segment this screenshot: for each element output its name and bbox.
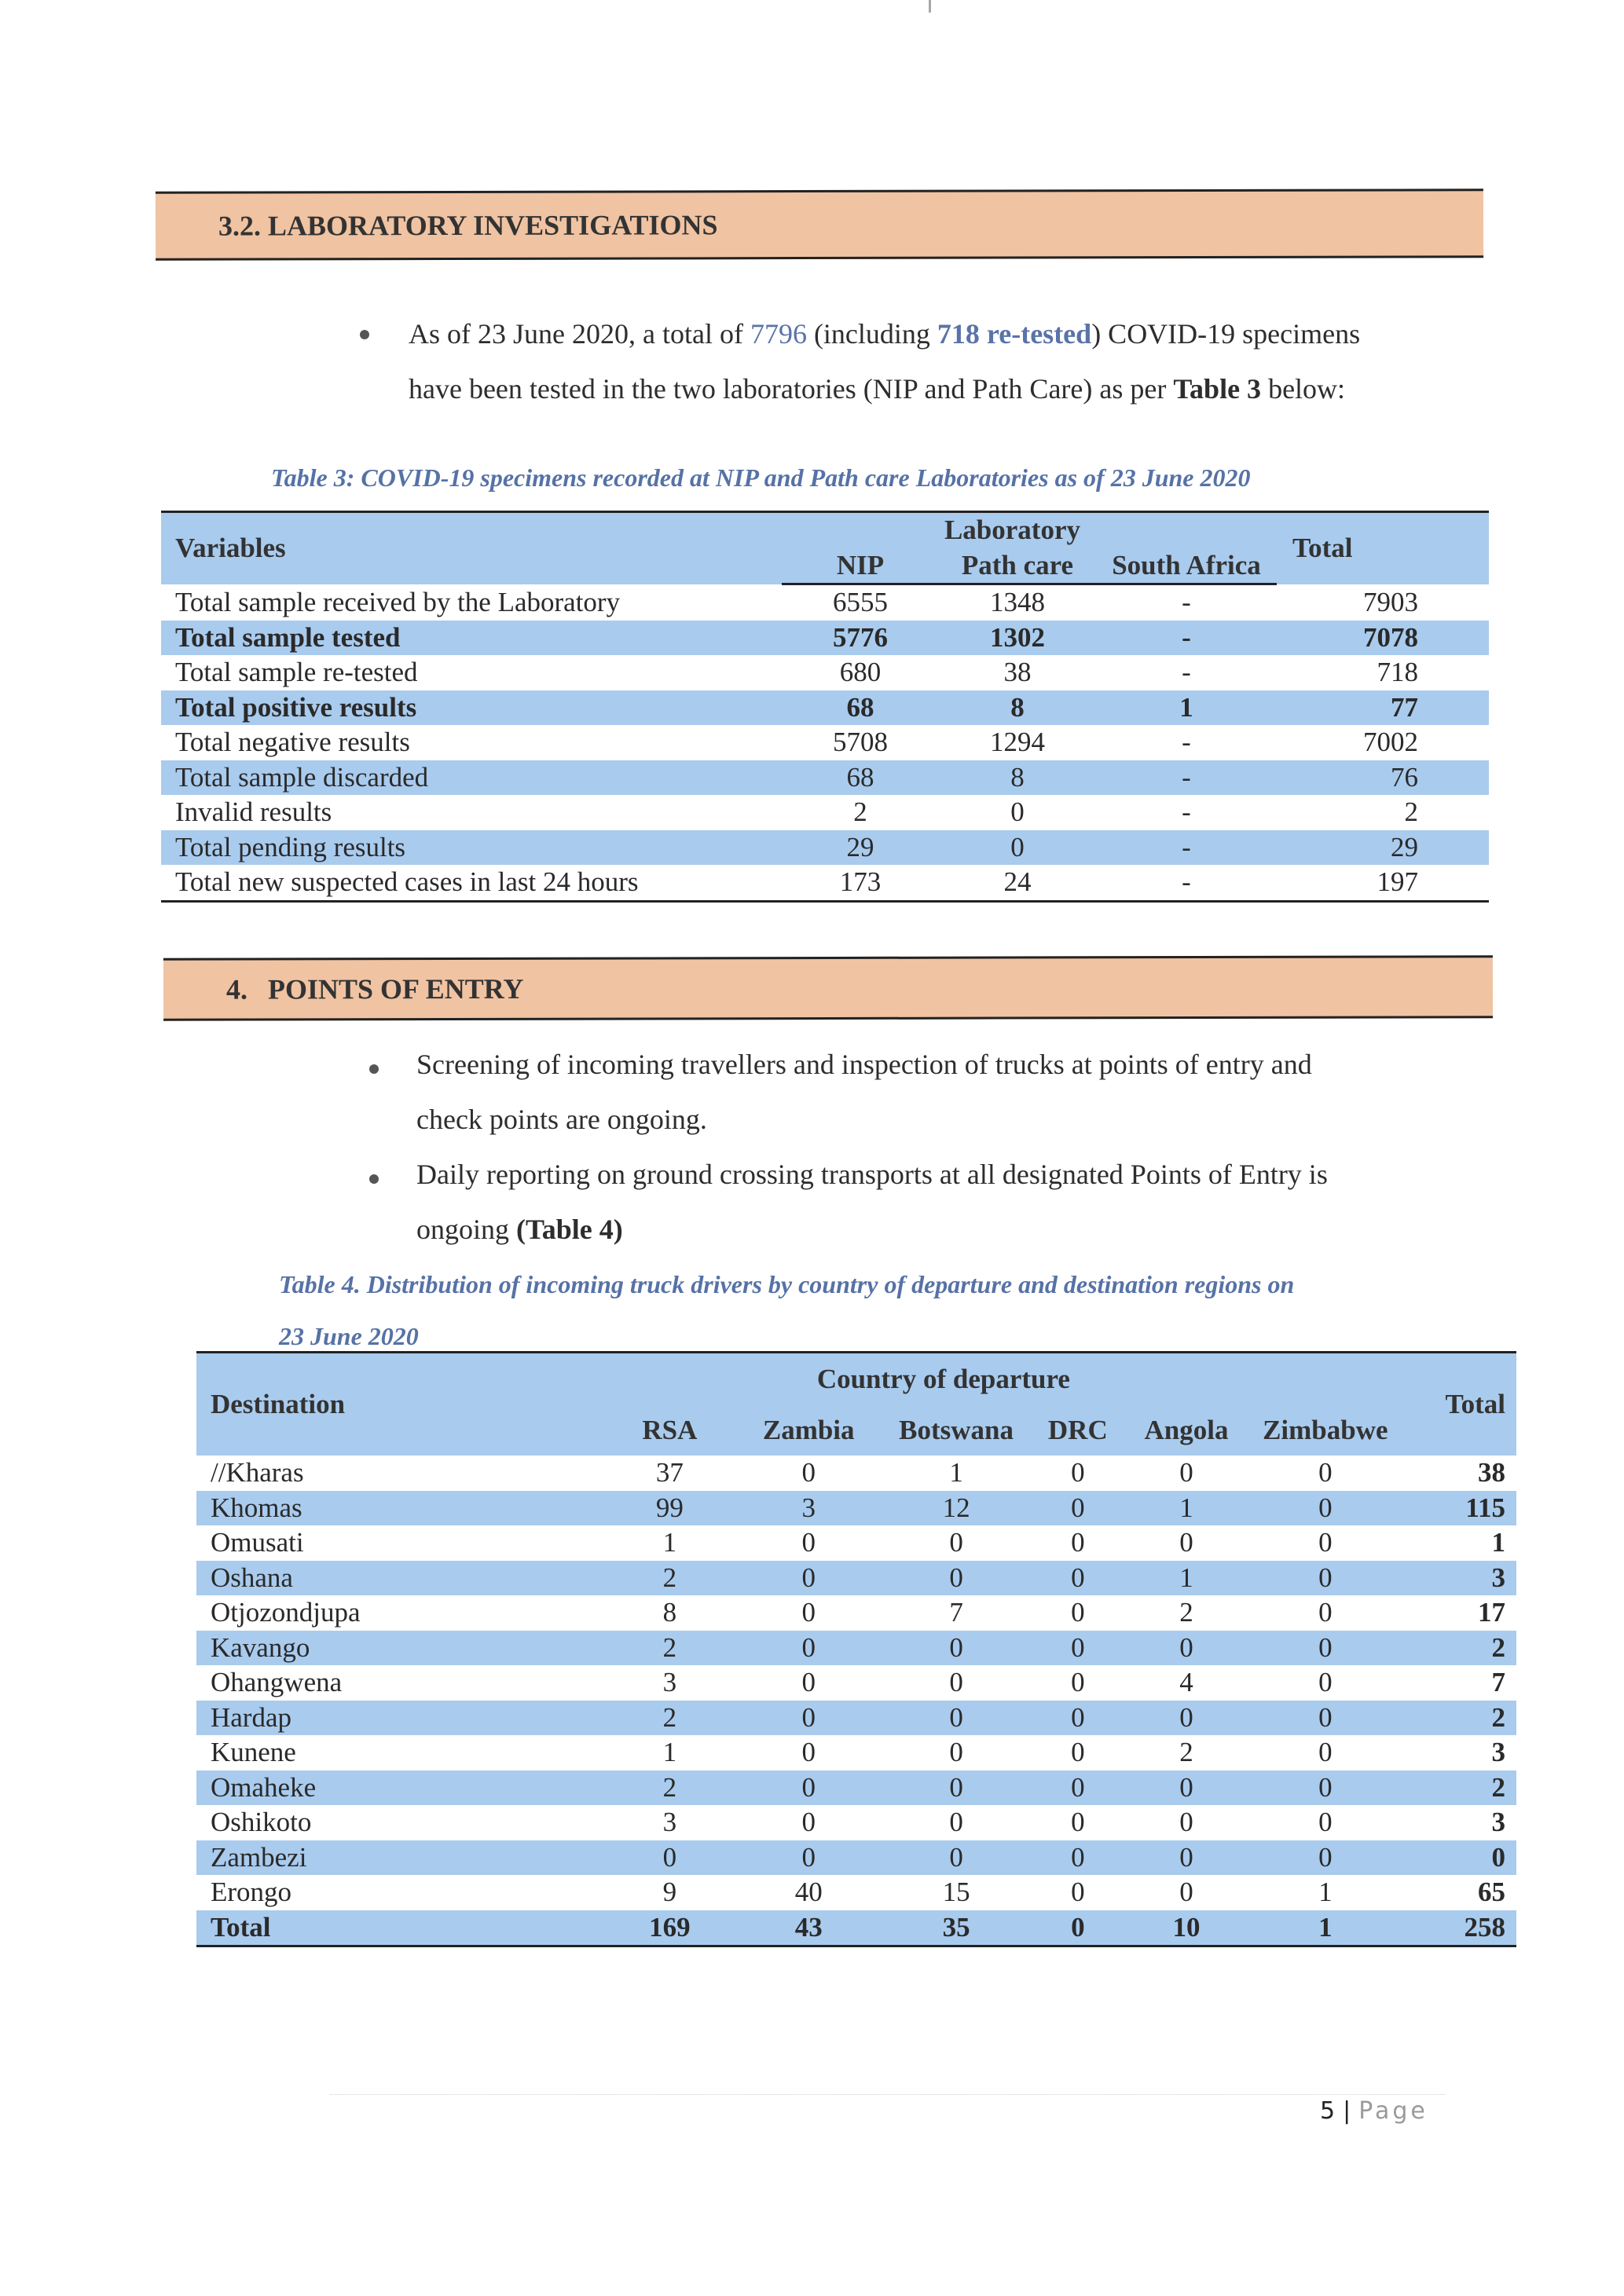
table-row: Invalid results 2 0 - 2: [175, 796, 1418, 828]
table-row: Kunene 1 0 0 0 2 0 3: [211, 1737, 1505, 1768]
header-country: DRC: [1047, 1414, 1108, 1445]
header-country: Angola: [1144, 1414, 1229, 1445]
footer-divider: [330, 2094, 1446, 2095]
table-row: Total pending results 29 0 - 29: [161, 830, 1489, 866]
table-row: Total sample received by the Laboratory 6555 1348 - 7903: [175, 586, 1418, 618]
bullet-icon: [369, 1174, 379, 1184]
header-destination: Destination: [211, 1389, 346, 1419]
header-variables: Variables: [175, 533, 286, 564]
lab-summary-line2: have been tested in the two laboratories (NIP and Path Care) as per Table 3 below:: [409, 373, 1346, 405]
table-row: Total sample discarded 68 8 - 76: [161, 760, 1489, 796]
section-header-laboratory-investigations: [156, 189, 1483, 261]
total-specimens-highlight: 7796: [750, 318, 807, 350]
table-row: Oshikoto 3 0 0 0 0 0 3: [211, 1807, 1505, 1838]
table-row: Total sample tested 5776 1302 - 7078: [161, 621, 1489, 656]
table-row: Kavango 2 0 0 0 0 0 2: [196, 1631, 1516, 1666]
table-row: Oshana 2 0 0 0 1 0 3: [196, 1561, 1516, 1596]
header-pathcare: Path care: [939, 548, 1096, 584]
header-country: RSA: [642, 1414, 698, 1445]
header-laboratory-group: Laboratory: [944, 514, 1080, 546]
scan-artifact-mark: [929, 0, 931, 13]
table-row: Hardap 2 0 0 0 0 0 2: [196, 1701, 1516, 1736]
table-row: Erongo 9 40 15 0 0 1 65: [211, 1877, 1505, 1908]
section-header-points-of-entry: [163, 955, 1493, 1021]
table-row: Total new suspected cases in last 24 hours 173 24 - 197: [175, 866, 1418, 898]
header-country: Zimbabwe: [1263, 1414, 1388, 1445]
table-row: Total sample re-tested 680 38 - 718: [175, 657, 1418, 688]
poe-bullet-daily-reporting: Daily reporting on ground crossing transports at all designated Points of Entry is ongoing (Table 4): [416, 1159, 1328, 1245]
poe-bullet-screening: Screening of incoming travellers and inspection of trucks at points of entry and check points are ongoing.: [416, 1049, 1312, 1135]
bullet-icon: [369, 1064, 379, 1074]
header-country: Botswana: [899, 1414, 1014, 1445]
table4-caption: Table 4. Distribution of incoming truck drivers by country of departure and destination regions on 23 June 2020: [279, 1270, 1295, 1350]
header-south-africa: South Africa: [1096, 548, 1277, 584]
lab-summary-line1: As of 23 June 2020, a total of 7796 (including 718 re-tested) COVID-19 specimens: [409, 318, 1361, 350]
header-nip: NIP: [782, 548, 939, 584]
table-row: Khomas 99 3 12 0 1 0 115: [196, 1491, 1516, 1526]
table-row: Total negative results 5708 1294 - 7002: [175, 727, 1418, 758]
table-row: //Kharas 37 0 1 0 0 0 38: [211, 1457, 1505, 1489]
table4-truck-drivers: [196, 1351, 1516, 1947]
lab-summary-paragraph: [409, 306, 1493, 416]
table-row: Zambezi 0 0 0 0 0 0 0: [196, 1840, 1516, 1876]
table-total-row: Total 169 43 35 0 10 1 258: [196, 1910, 1516, 1946]
table-row: Omaheke 2 0 0 0 0 0 2: [196, 1771, 1516, 1806]
table3-lab-specimens: [161, 511, 1489, 903]
header-country-of-departure: Country of departure: [816, 1363, 1070, 1394]
table3-caption: Table 3: COVID-19 specimens recorded at NIP and Path care Laboratories as of 23 June 2020: [271, 463, 1251, 492]
table-row: Otjozondjupa 8 0 7 0 2 0 17: [211, 1597, 1505, 1628]
table-row: Total positive results 68 8 1 77: [161, 690, 1489, 726]
section-title: POINTS OF ENTRY: [267, 972, 524, 1005]
page-number: 5 | Page: [1320, 2097, 1428, 2125]
retested-highlight: 718 re-tested: [937, 318, 1092, 350]
header-total: Total: [1292, 533, 1353, 564]
section-title: 3.2. LABORATORY INVESTIGATIONS: [218, 209, 718, 242]
table-row: Omusati 1 0 0 0 0 0 1: [211, 1527, 1505, 1558]
bullet-icon: [360, 330, 369, 339]
section-number: 4.: [225, 973, 248, 1005]
header-total: Total: [1445, 1389, 1505, 1419]
table-row: Ohangwena 3 0 0 0 4 0 7: [211, 1667, 1505, 1698]
header-country: Zambia: [762, 1414, 855, 1445]
